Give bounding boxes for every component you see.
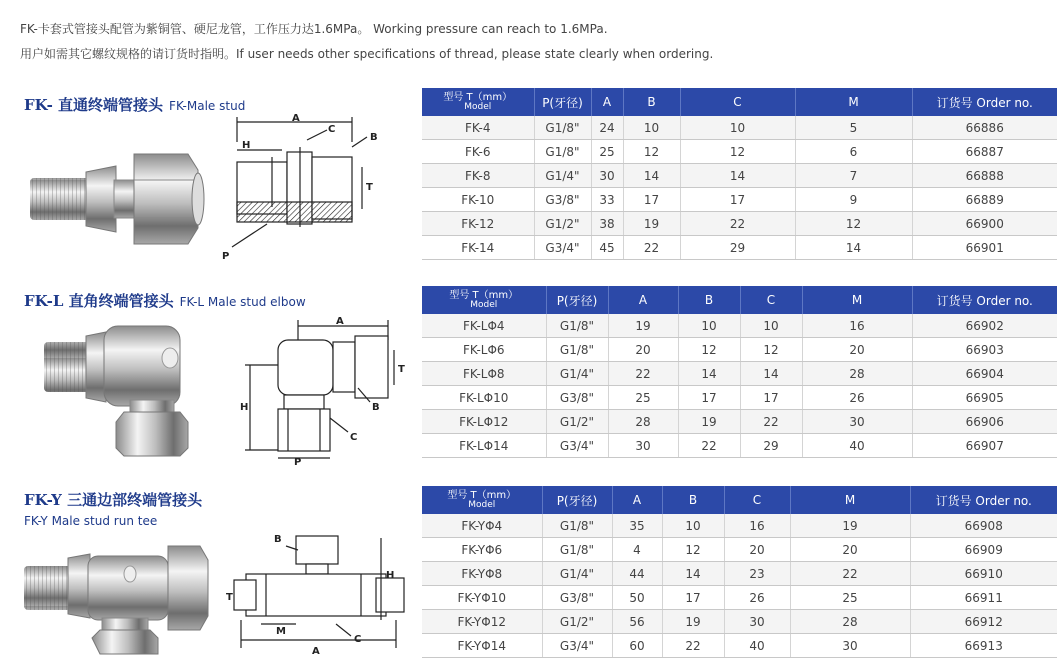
cell-p: G1/4" [542,562,612,586]
cell-b: 22 [623,236,680,260]
col-header-b: B [678,286,740,314]
cell-m: 28 [802,362,912,386]
cell-order: 66907 [912,434,1057,458]
section-title-zh: FK-L 直角终端管接头 [24,292,174,310]
cell-b: 12 [623,140,680,164]
cell-c: 10 [740,314,802,338]
cell-m: 19 [790,514,910,538]
table-row [422,140,1057,164]
cell-m: 26 [802,386,912,410]
cell-model: FK-YΦ6 [422,538,542,562]
cell-m: 12 [795,212,912,236]
col-header-order: 订货号 Order no. [912,286,1057,314]
cell-m: 9 [795,188,912,212]
cell-c: 10 [680,116,795,140]
section-title-zh: FK- 直通终端管接头 [24,96,164,114]
cell-c: 14 [740,362,802,386]
cell-c: 23 [724,562,790,586]
cell-b: 19 [678,410,740,434]
cell-b: 10 [662,514,724,538]
cell-b: 12 [678,338,740,362]
cell-a: 25 [608,386,678,410]
cell-model: FK-LΦ6 [422,338,546,362]
drawing-label-c: C [350,432,358,443]
cell-c: 14 [680,164,795,188]
cell-c: 30 [724,610,790,634]
cell-c: 16 [724,514,790,538]
cell-m: 14 [795,236,912,260]
drawing-label-a: A [292,113,300,124]
cell-model: FK-10 [422,188,534,212]
cell-a: 44 [612,562,662,586]
cell-m: 6 [795,140,912,164]
cell-a: 35 [612,514,662,538]
cell-order: 66904 [912,362,1057,386]
cell-p: G1/4" [546,362,608,386]
cell-model: FK-LΦ14 [422,434,546,458]
cell-order: 66902 [912,314,1057,338]
cell-c: 22 [740,410,802,434]
col-header-p: P(牙径) [542,486,612,514]
col-header-m: M [795,88,912,116]
cell-a: 33 [591,188,623,212]
cell-a: 60 [612,634,662,658]
drawing-label-t: T [398,364,405,375]
table-row [422,514,1057,538]
fk-l-elbow-photo [30,318,210,458]
cell-order: 66911 [910,586,1057,610]
cell-b: 17 [662,586,724,610]
drawing-label-p: P [222,251,230,262]
cell-p: G3/8" [542,586,612,610]
spec-table-fkl [422,286,1057,458]
cell-model: FK-YΦ14 [422,634,542,658]
cell-a: 30 [591,164,623,188]
cell-c: 40 [724,634,790,658]
cell-order: 66900 [912,212,1057,236]
cell-model: FK-6 [422,140,534,164]
cell-c: 17 [680,188,795,212]
drawing-label-h: H [386,570,395,581]
table-row [422,116,1057,140]
col-header-a: A [612,486,662,514]
cell-p: G3/4" [534,236,591,260]
cell-order: 66886 [912,116,1057,140]
col-header-a: A [591,88,623,116]
col-header-a: A [608,286,678,314]
cell-order: 66912 [910,610,1057,634]
cell-c: 22 [680,212,795,236]
fk-l-elbow-drawing [238,310,413,465]
cell-model: FK-YΦ8 [422,562,542,586]
cell-a: 56 [612,610,662,634]
cell-m: 25 [790,586,910,610]
table-row [422,164,1057,188]
cell-p: G3/4" [546,434,608,458]
intro-line-2: 用户如需其它螺纹规格的请订货时指明。If user needs other specifications of thread, please state clearly when ordering. [20,47,714,61]
col-header-b: B [662,486,724,514]
cell-a: 25 [591,140,623,164]
cell-a: 19 [608,314,678,338]
cell-b: 17 [623,188,680,212]
col-header-b: B [623,88,680,116]
table-row [422,314,1057,338]
cell-a: 4 [612,538,662,562]
drawing-label-t: T [366,182,373,193]
col-header-c: C [740,286,802,314]
section-title-zh: FK-Y 三通边部终端管接头 [24,491,203,509]
col-header-c: C [724,486,790,514]
drawing-label-b: B [372,402,380,413]
cell-m: 16 [802,314,912,338]
spec-table-fky [422,486,1057,658]
cell-a: 28 [608,410,678,434]
table-row [422,338,1057,362]
cell-model: FK-14 [422,236,534,260]
drawing-label-p: P [294,457,302,465]
col-header-model: 型号 T（mm） Model [422,486,542,514]
drawing-label-c: C [328,124,336,135]
cell-p: G1/8" [542,538,612,562]
table-row [422,562,1057,586]
table-row [422,410,1057,434]
cell-m: 30 [802,410,912,434]
cell-c: 12 [680,140,795,164]
cell-m: 5 [795,116,912,140]
col-header-model: 型号 T（mm） Model [422,88,534,116]
cell-c: 26 [724,586,790,610]
table-row [422,212,1057,236]
cell-b: 22 [662,634,724,658]
cell-m: 7 [795,164,912,188]
cell-p: G1/8" [534,116,591,140]
cell-a: 38 [591,212,623,236]
cell-order: 66889 [912,188,1057,212]
spec-table-fk [422,88,1057,260]
cell-p: G3/8" [534,188,591,212]
cell-c: 12 [740,338,802,362]
table-row [422,610,1057,634]
cell-a: 20 [608,338,678,362]
cell-model: FK-YΦ12 [422,610,542,634]
fk-y-tee-photo [18,526,218,656]
col-header-order: 订货号 Order no. [912,88,1057,116]
col-header-p: P(牙径) [534,88,591,116]
drawing-label-t: T [226,592,233,603]
cell-m: 28 [790,610,910,634]
cell-model: FK-12 [422,212,534,236]
cell-b: 14 [623,164,680,188]
cell-c: 17 [740,386,802,410]
drawing-label-h: H [242,140,251,151]
cell-p: G1/2" [546,410,608,434]
section-title-en: FK-Y Male stud run tee [24,514,158,528]
table-row [422,188,1057,212]
cell-m: 20 [790,538,910,562]
cell-model: FK-LΦ12 [422,410,546,434]
cell-model: FK-LΦ10 [422,386,546,410]
cell-c: 20 [724,538,790,562]
cell-p: G1/2" [542,610,612,634]
intro-line-1: FK-卡套式管接头配管为紫铜管、硬尼龙管，工作压力达1.6MPa。 Working pressure can reach to 1.6MPa. [20,22,608,36]
cell-m: 40 [802,434,912,458]
cell-b: 22 [678,434,740,458]
cell-a: 45 [591,236,623,260]
cell-b: 12 [662,538,724,562]
fk-y-tee-drawing [226,528,416,658]
cell-p: G1/8" [546,338,608,362]
cell-order: 66901 [912,236,1057,260]
cell-c: 29 [680,236,795,260]
drawing-label-h: H [240,402,249,413]
cell-p: G3/4" [542,634,612,658]
cell-order: 66905 [912,386,1057,410]
cell-order: 66888 [912,164,1057,188]
cell-order: 66908 [910,514,1057,538]
col-header-c: C [680,88,795,116]
table-row [422,386,1057,410]
cell-p: G1/8" [542,514,612,538]
table-row [422,362,1057,386]
drawing-label-c: C [354,634,362,645]
cell-model: FK-LΦ8 [422,362,546,386]
cell-p: G3/8" [546,386,608,410]
section-title-fky [24,489,202,528]
cell-b: 10 [678,314,740,338]
cell-b: 14 [662,562,724,586]
cell-c: 29 [740,434,802,458]
section-title-en: FK-Male stud [169,99,246,113]
cell-order: 66913 [910,634,1057,658]
fk-male-stud-photo [20,140,210,255]
col-header-model: 型号 T（mm） Model [422,286,546,314]
cell-m: 30 [790,634,910,658]
table-row [422,434,1057,458]
section-title-en: FK-L Male stud elbow [179,295,306,309]
cell-a: 22 [608,362,678,386]
drawing-label-a: A [336,316,344,327]
drawing-label-b: B [370,132,378,143]
cell-b: 14 [678,362,740,386]
cell-b: 19 [623,212,680,236]
cell-b: 17 [678,386,740,410]
cell-model: FK-8 [422,164,534,188]
cell-order: 66906 [912,410,1057,434]
col-header-p: P(牙径) [546,286,608,314]
cell-p: G1/8" [534,140,591,164]
table-row [422,634,1057,658]
cell-model: FK-YΦ4 [422,514,542,538]
cell-b: 19 [662,610,724,634]
col-header-order: 订货号 Order no. [910,486,1057,514]
cell-a: 24 [591,116,623,140]
cell-model: FK-4 [422,116,534,140]
drawing-label-b: B [274,534,282,545]
section-title-fkl [24,290,306,311]
cell-order: 66909 [910,538,1057,562]
cell-p: G1/4" [534,164,591,188]
cell-model: FK-LΦ4 [422,314,546,338]
cell-p: G1/8" [546,314,608,338]
drawing-label-m: M [276,626,286,637]
cell-order: 66887 [912,140,1057,164]
table-row [422,586,1057,610]
table-row [422,236,1057,260]
cell-a: 30 [608,434,678,458]
cell-a: 50 [612,586,662,610]
table-row [422,538,1057,562]
cell-m: 22 [790,562,910,586]
cell-model: FK-YΦ10 [422,586,542,610]
cell-order: 66910 [910,562,1057,586]
col-header-m: M [802,286,912,314]
cell-p: G1/2" [534,212,591,236]
cell-b: 10 [623,116,680,140]
cell-m: 20 [802,338,912,362]
drawing-label-a: A [312,646,320,657]
col-header-m: M [790,486,910,514]
cell-order: 66903 [912,338,1057,362]
fk-male-stud-drawing [212,112,412,272]
